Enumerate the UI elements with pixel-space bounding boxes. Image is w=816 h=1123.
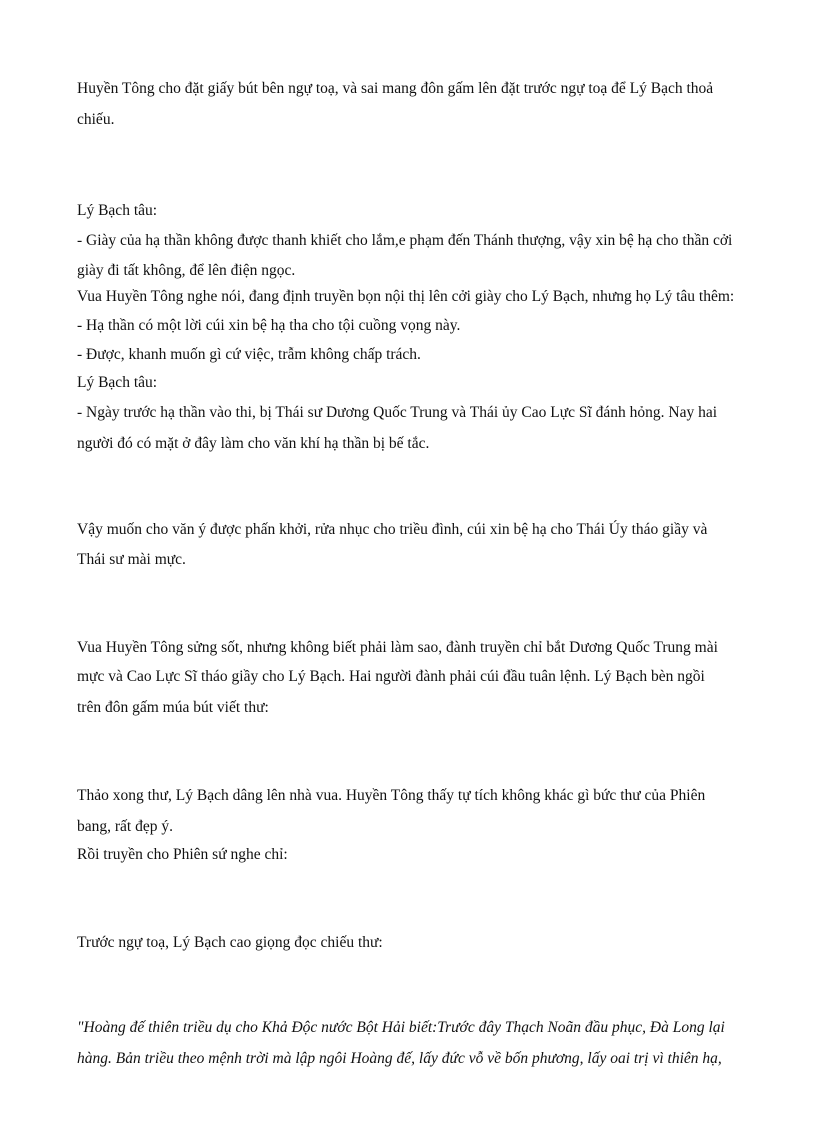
text-line-6: Vua Huyền Tông nghe nói, đang định truyền bọn nội thị lên cởi giày cho Lý Bạch, nhưng họ Lý tâu thêm: xyxy=(77,288,735,305)
text-line-8: - Được, khanh muốn gì cứ việc, trẫm không chấp trách. xyxy=(77,346,421,363)
text-line-4: - Giày của hạ thần không được thanh khiết cho lắm,e phạm đến Thánh thượng, vậy xin bệ hạ cho thần cởi xyxy=(77,232,733,249)
text-line-19: Rồi truyền cho Phiên sứ nghe chỉ: xyxy=(77,846,288,863)
text-line-3: Lý Bạch tâu: xyxy=(77,202,158,219)
text-line-11: người đó có mặt ở đây làm cho văn khí hạ thần bị bế tắc. xyxy=(77,435,430,452)
text-line-17: Thảo xong thư, Lý Bạch dâng lên nhà vua. Huyền Tông thấy tự tích không khác gì bức thư của Phiên xyxy=(77,787,706,804)
text-line-9: Lý Bạch tâu: xyxy=(77,374,158,391)
text-line-18: bang, rất đẹp ý. xyxy=(77,818,173,835)
text-line-10: - Ngày trước hạ thần vào thi, bị Thái sư Dương Quốc Trung và Thái ủy Cao Lực Sĩ đánh hỏng. Nay hai xyxy=(77,404,718,421)
text-line-20: Trước ngự toạ, Lý Bạch cao giọng đọc chiếu thư: xyxy=(77,934,383,951)
text-line-5: giày đi tất không, để lên điện ngọc. xyxy=(77,262,296,279)
decree-line-2: hàng. Bản triều theo mệnh trời mà lập ngôi Hoàng đế, lấy đức vỗ về bốn phương, lấy oai trị vì thiên hạ, xyxy=(77,1050,722,1067)
text-line-15: mực và Cao Lực Sĩ tháo giầy cho Lý Bạch. Hai người đành phải cúi đầu tuân lệnh. Lý Bạch bèn ngồi xyxy=(77,668,705,685)
text-line-16: trên đôn gấm múa bút viết thư: xyxy=(77,699,269,716)
text-line-14: Vua Huyền Tông sửng sốt, nhưng không biết phải làm sao, đành truyền chỉ bắt Dương Quốc Trung mài xyxy=(77,639,718,656)
text-line-12: Vậy muốn cho văn ý được phấn khởi, rửa nhục cho triều đình, cúi xin bệ hạ cho Thái Úy tháo giầy và xyxy=(77,521,708,538)
decree-line-1: "Hoàng đế thiên triều dụ cho Khả Độc nước Bột Hải biết:Trước đây Thạch Noãn đầu phục, Đà Long lại xyxy=(77,1019,725,1036)
text-line-7: - Hạ thần có một lời cúi xin bệ hạ tha cho tội cuồng vọng này. xyxy=(77,317,461,334)
text-line-2: chiếu. xyxy=(77,111,115,128)
text-line-1: Huyền Tông cho đặt giấy bút bên ngự toạ, và sai mang đôn gấm lên đặt trước ngự toạ để Lý Bạch thoả xyxy=(77,80,714,97)
text-line-13: Thái sư mài mực. xyxy=(77,551,186,568)
